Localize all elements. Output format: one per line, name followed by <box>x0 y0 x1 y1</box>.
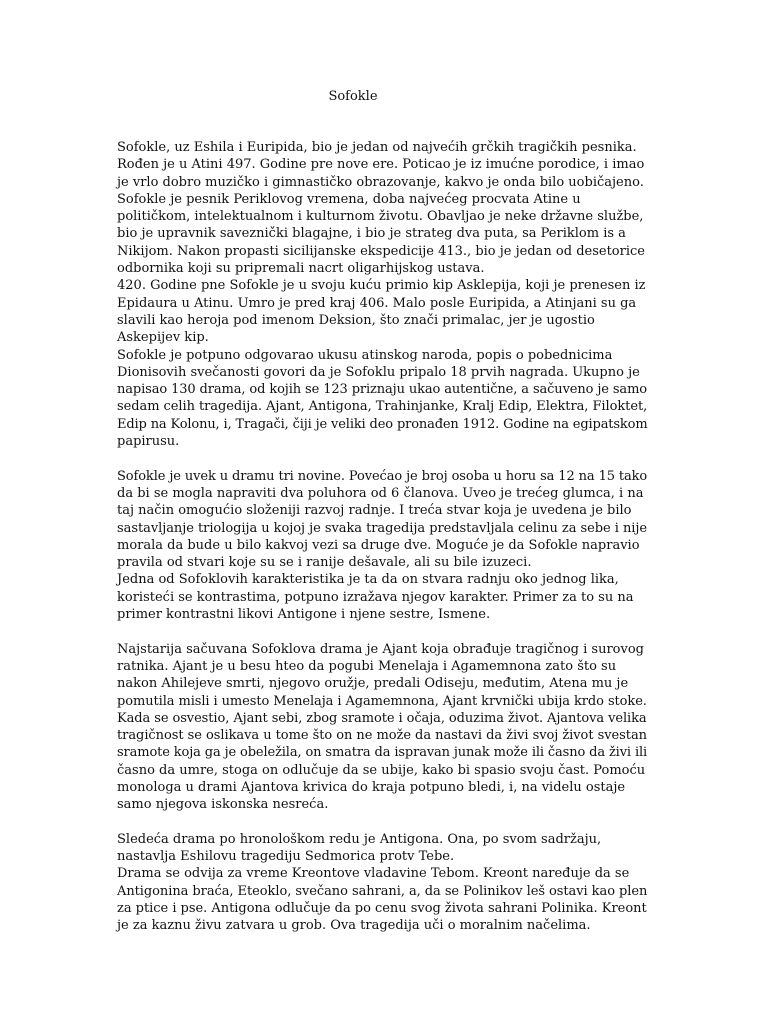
paragraph <box>117 831 647 935</box>
text-line: Sofokle, uz Eshila i Euripida, bio je jedan od najvećih grčkih tragičkih pesnika. <box>117 140 637 155</box>
text-line: Kada se osvestio, Ajant sebi, zbog sramote i očaja, oduzima život. Ajantova velika <box>117 710 647 726</box>
text-line: je vrlo dobro muzičko i gimnastičko obrazovanje, kakvo je onda bilo uobičajeno. <box>117 174 644 190</box>
text-line: ratnika. Ajant je u besu hteo da pogubi Menelaja i Agamemnona zato što su <box>117 658 617 674</box>
text-line: samo njegova iskonska nesreća. <box>117 797 329 813</box>
text-line: nastavlja Eshilovu tragediju Sedmorica protv Tebe. <box>117 849 455 865</box>
text-line: sedam celih tragedija. Ajant, Antigona, Trahinjanke, Kralj Edip, Elektra, Filoktet, <box>117 399 648 415</box>
text-line: Sofokle je pesnik Periklovog vremena, doba najvećeg procvata Atine u <box>117 191 581 207</box>
paragraph <box>117 641 647 814</box>
text-line: Jedna od Sofoklovih karakteristika je ta da on stvara radnju oko jednog lika, <box>117 572 619 588</box>
text-line: monologa u drami Ajantova krivica do kraja potpuno bledi, i, na videlu ostaje <box>117 779 626 795</box>
text-line: za ptice i pse. Antigona odlučuje da po cenu svog života sahrani Polinika. Kreont <box>117 901 647 917</box>
paragraph-gap <box>117 814 647 831</box>
text-line: taj način omogućio složeniji razvoj radnje. I treća stvar koja je uvedena je bilo <box>117 503 632 519</box>
text-line: papirusu. <box>117 434 180 450</box>
text-line: Drama se odvija za vreme Kreontove vladavine Tebom. Kreont naređuje da se <box>117 866 630 882</box>
text-line: Antigonina braća, Eteoklo, svečano sahrani, a, da se Polinikov leš ostavi kao plen <box>117 883 648 899</box>
text-line: sastavljanje triologija u kojoj je svaka tragedija predstavljala celinu za sebe i nije <box>117 520 648 536</box>
text-line: napisao 130 drama, od kojih se 123 priznaju ukao autentične, a sačuveno je samo <box>117 382 647 398</box>
document-body <box>117 139 647 935</box>
paragraph <box>117 139 647 450</box>
text-line: primer kontrastni likovi Antigone i njene sestre, Ismene. <box>117 607 491 623</box>
text-line: Sofokle je uvek u dramu tri novine. Povećao je broj osoba u horu sa 12 na 15 tako <box>117 468 648 484</box>
text-line: Dionisovih svečanosti govori da je Sofoklu pripalo 18 prvih nagrada. Ukupno je <box>117 364 640 380</box>
text-line: Najstarija sačuvana Sofoklova drama je Ajant koja obrađuje tragičnog i surovog <box>117 641 644 657</box>
text-line: Askepijev kip. <box>117 330 209 346</box>
paragraph <box>117 468 647 624</box>
text-line: Edip na Kolonu, i, Tragači, čiji je veliki deo pronađen 1912. Godine na egipatskom <box>117 416 648 432</box>
text-line: nakon Ahilejeve smrti, njegovo oružje, predali Odiseju, međutim, Atena mu je <box>117 676 629 692</box>
text-line: Sofokle je potpuno odgovarao ukusu atinskog naroda, popis o pobednicima <box>117 347 613 363</box>
text-line: tragičnost se oslikava u tome što on ne može da nastavi da živi svoj život svestan <box>117 728 647 744</box>
text-line: pravila od stvari koje su se i ranije dešavale, ali su bile izuzeci. <box>117 555 532 571</box>
text-line: političkom, intelektualnom i kulturnom životu. Obavljao je neke državne službe, <box>117 209 644 225</box>
text-line: morala da bude u bilo kakvoj vezi sa druge dve. Moguće je da Sofokle napravio <box>117 537 640 553</box>
text-line: Epidaura u Atinu. Umro je pred kraj 406. Malo posle Euripida, a Atinjani su ga <box>117 295 637 311</box>
text-line: koristeći se kontrastima, potpuno izražava njegov karakter. Primer za to su na <box>117 589 634 605</box>
text-line: je za kaznu živu zatvara u grob. Ova tragedija uči o moralnim načelima. <box>117 918 591 934</box>
document-title: Sofokle <box>328 89 378 104</box>
text-line: da bi se mogla napraviti dva poluhora od 6 članova. Uveo je trećeg glumca, i na <box>117 485 644 501</box>
text-line: 420. Godine pne Sofokle je u svoju kuću primio kip Asklepija, koji je prenesen iz <box>117 278 646 294</box>
text-line: bio je upravnik saveznički blagajne, i bio je strateg dva puta, sa Periklom is a <box>117 226 626 242</box>
text-line: Rođen je u Atini 497. Godine pre nove ere. Poticao je iz imućne porodice, i imao <box>117 157 645 173</box>
text-line: slavili kao heroja pod imenom Deksion, što znači primalac, jer je ugostio <box>117 312 595 328</box>
text-line: odbornika koji su pripremali nacrt oligarhijskog ustava. <box>117 261 485 277</box>
text-line: pomutila misli i umesto Menelaja i Agamemnona, Ajant krvnički ubija krdo stoke. <box>117 693 647 709</box>
text-line: Sledeća drama po hronološkom redu je Antigona. Ona, po svom sadržaju, <box>117 831 602 847</box>
text-line: sramote koja ga je obeležila, on smatra da ispravan junak može ili časno da živi ili <box>117 745 648 761</box>
paragraph-gap <box>117 623 647 640</box>
paragraph-gap <box>117 450 647 467</box>
text-line: Nikijom. Nakon propasti sicilijanske ekspedicije 413., bio je jedan od desetorice <box>117 243 645 259</box>
text-line: časno da umre, stoga on odlučuje da se ubije, kako bi spasio svoju čast. Pomoću <box>117 762 646 778</box>
